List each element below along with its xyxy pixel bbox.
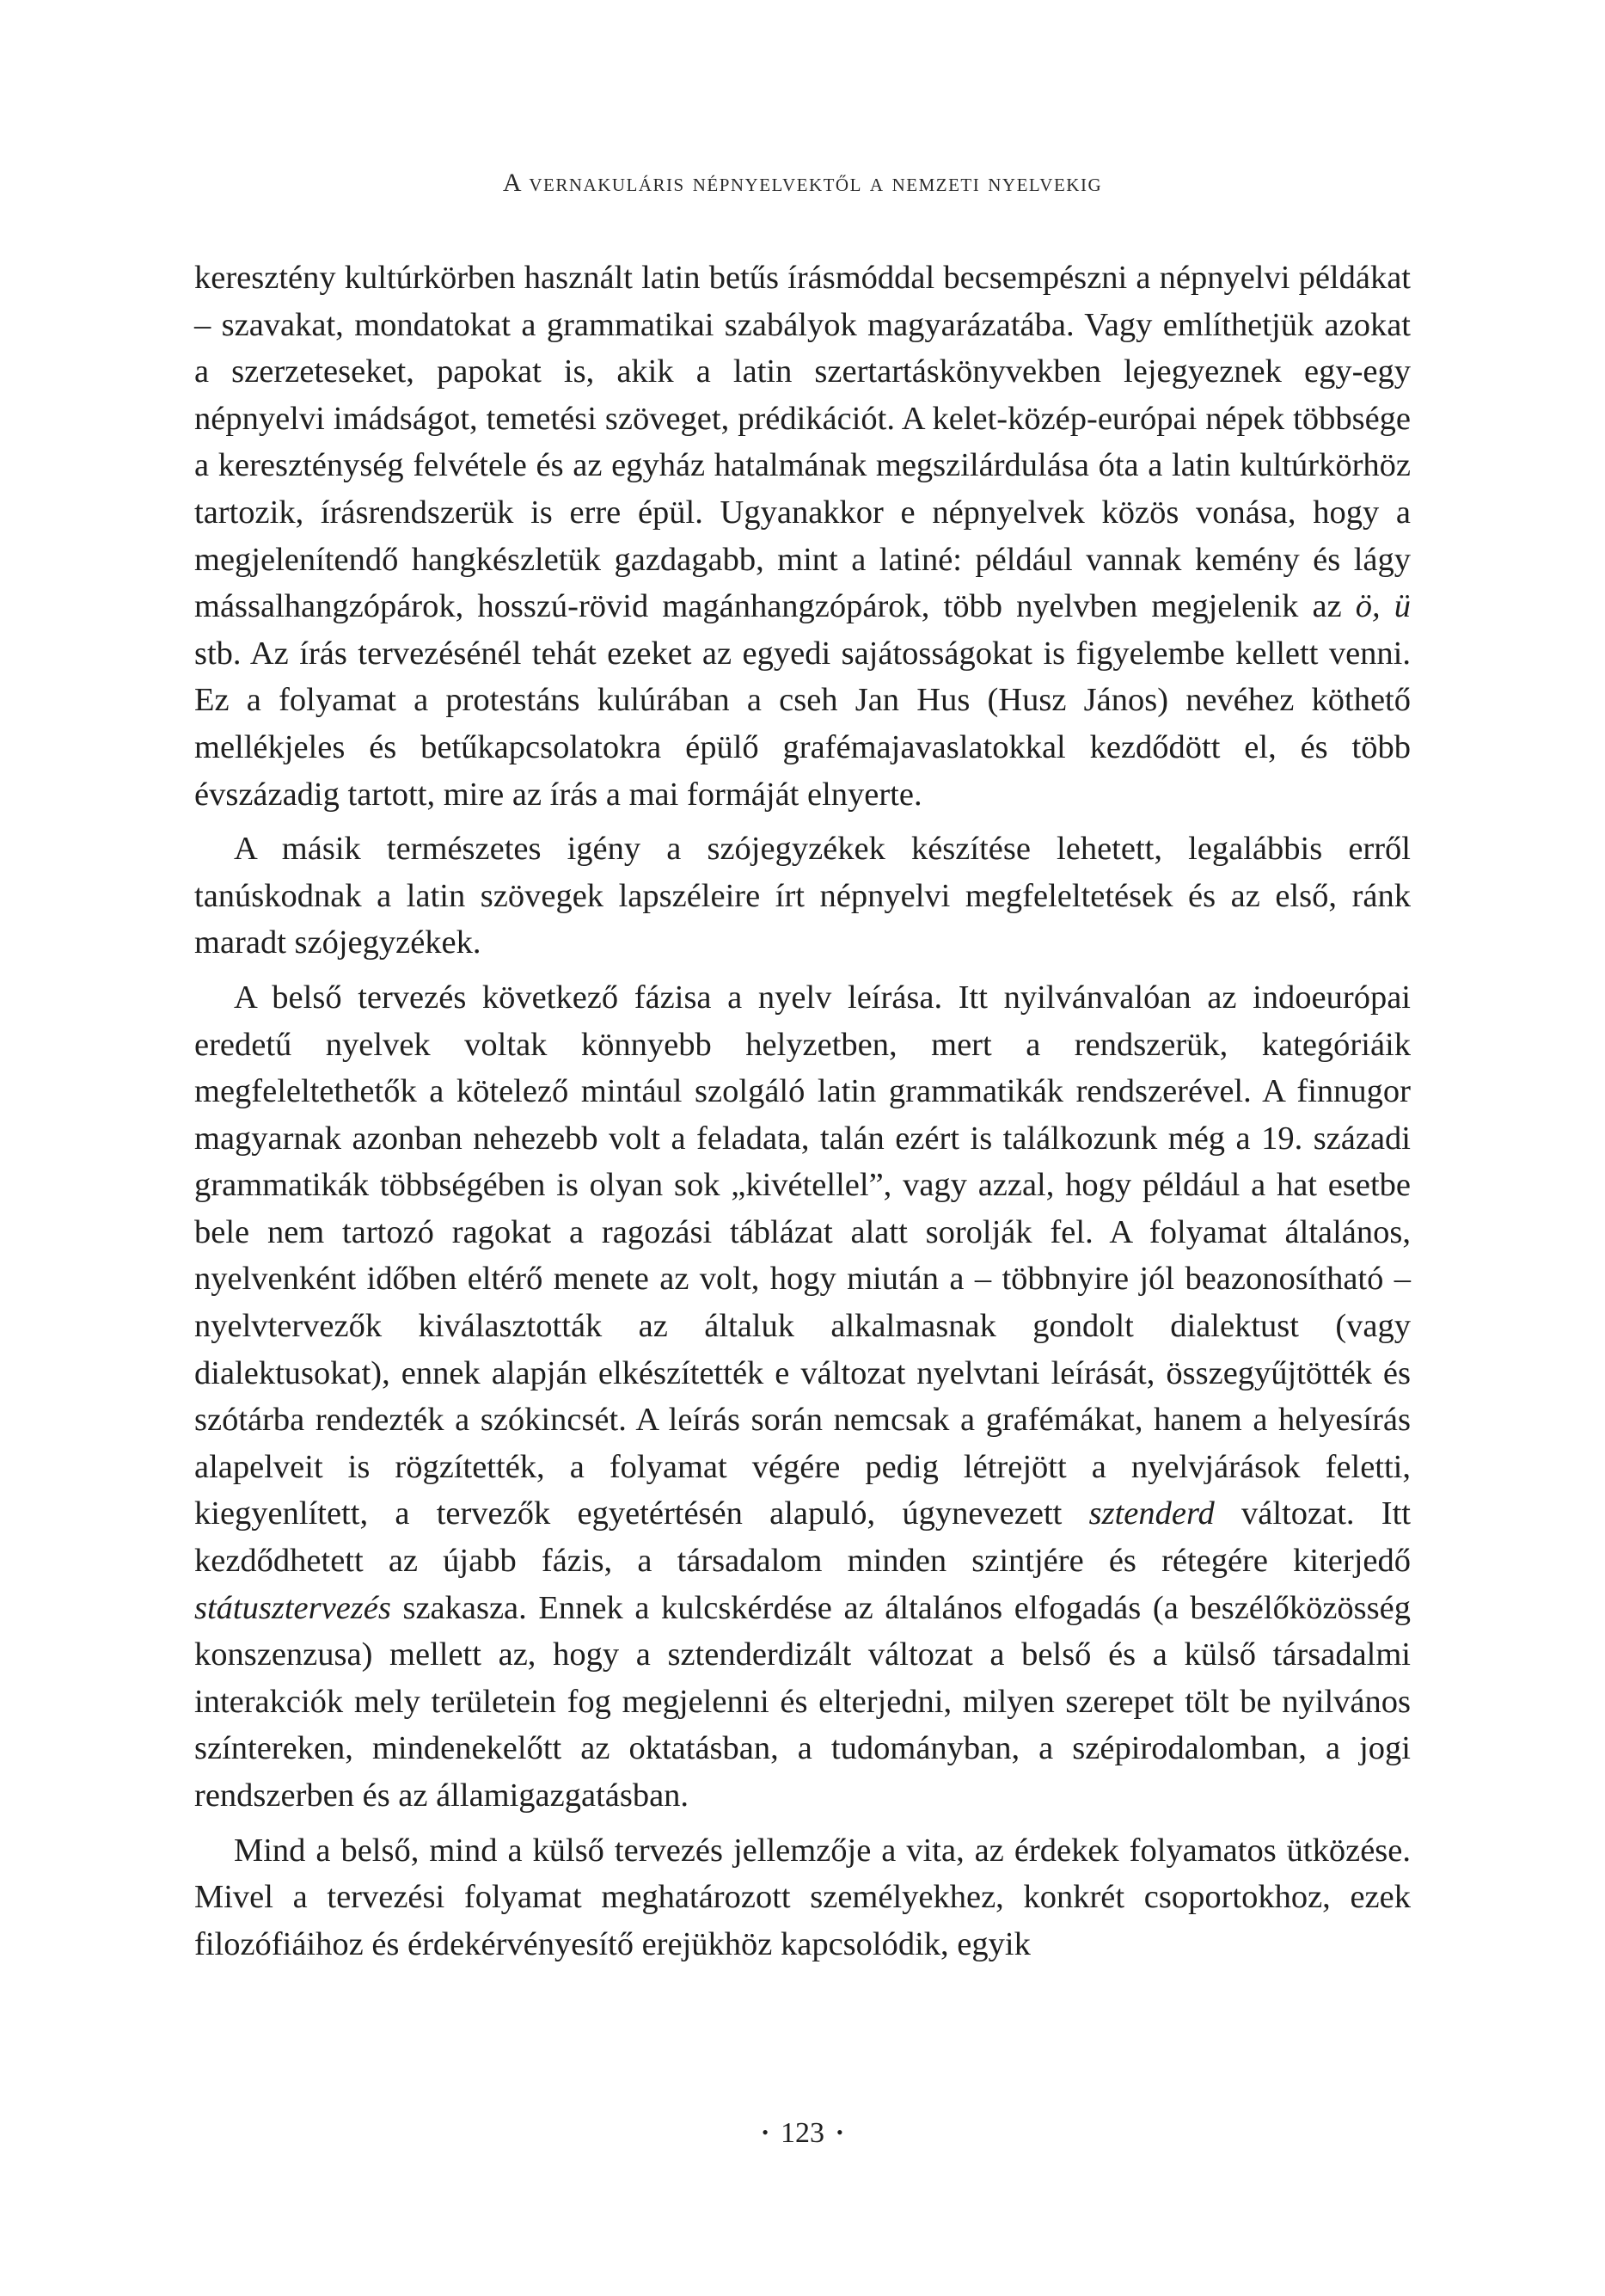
running-head: A vernakuláris népnyelvektől a nemzeti nyelvekig <box>502 169 1103 197</box>
page-number: 123 <box>781 2117 824 2149</box>
paragraph-3: A belső tervezés következő fázisa a nyelv leírása. Itt nyilvánvalóan az indoeurópai eredetű nyelvek voltak könnyebb helyzetben, mert a rendszerük, kategóriáik megfeleltethetők a kötelező mintául szolgáló latin grammatikák rendszerével. A finnugor magyarnak azonban nehezebb volt a feladata, talán ezért is találkozunk még a 19. századi grammatikák többségében is olyan sok „kivétellel”, vagy azzal, hogy például a hat esetbe bele nem tartozó ragokat a ragozási táblázat alatt sorolják fel. A folyamat általános, nyelvenként időben eltérő menete az volt, hogy miután a – többnyire jól beazonosítható – nyelvtervezők kiválasztották az általuk alkalmasnak gondolt dialektust (vagy dialektusokat), ennek alapján elkészítették e változat nyelvtani leírását, összegyűjtötték és szótárba rendezték a szókincsét. A leírás során nemcsak a grafémákat, hanem a helyesírás alapelveit is rögzítették, a folyamat végére pedig létrejött a nyelvjárások feletti, kiegyenlített, a tervezők egyetértésén alapuló, úgynevezett sztenderd változat. Itt kezdődhetett az újabb fázis, a társadalom minden szintjére és rétegére kiterjedő státusztervezés szakasza. Ennek a kulcskérdése az általános elfogadás (a beszélőközösség konszenzusa) mellett az, hogy a sztenderdizált változat a belső és a külső társadalmi interakciók mely területein fog megjelenni és elterjedni, milyen szerepet tölt be nyilvános színtereken, mindenekelőtt az oktatásban, a tudományban, a szépirodalomban, a jogi rendszerben és az államigazgatásban. <box>194 979 1411 1814</box>
paragraph-2: A másik természetes igény a szójegyzékek készítése lehetett, legalábbis erről tanúskodnak a latin szövegek lapszéleire írt népnyelvi megfeleltetések és az első, ránk maradt szójegyzékek. <box>194 831 1411 961</box>
bullet-left-icon: • <box>762 2121 769 2143</box>
page-footer <box>0 2117 1605 2150</box>
bullet-right-icon: • <box>836 2121 843 2143</box>
paragraph-4: Mind a belső, mind a külső tervezés jellemzője a vita, az érdekek folyamatos ütközése. Mivel a tervezési folyamat meghatározott személyekhez, konkrét csoportokhoz, ezek filozófiáihoz és érdekérvényesítő erejükhöz kapcsolódik, egyik <box>194 1832 1411 1962</box>
paragraph-1: keresztény kultúrkörben használt latin betűs írásmóddal becsempészni a népnyelvi példákat – szavakat, mondatokat a grammatikai szabályok magyarázatába. Vagy említhetjük azokat a szerzeteseket, papokat is, akik a latin szertartáskönyvekben lejegyeznek egy-egy népnyelvi imádságot, temetési szöveget, prédikációt. A kelet-közép-európai népek többsége a kereszténység felvétele és az egyház hatalmának megszilárdulása óta a latin kultúrkörhöz tartozik, írásrendszerük is erre épül. Ugyanakkor e népnyelvek közös vonása, hogy a megjelenítendő hangkészletük gazdagabb, mint a latiné: például vannak kemény és lágy mássalhangzópárok, hosszú-rövid magánhangzópárok, több nyelvben megjelenik az ö, ü stb. Az írás tervezésénél tehát ezeket az egyedi sajátosságokat is figyelembe kellett venni. Ez a folyamat a protestáns kulúrában a cseh Jan Hus (Husz János) nevéhez köthető mellékjeles és betűkapcsolatokra épülő grafémajavaslatokkal kezdődött el, és több évszázadig tartott, mire az írás a mai formáját elnyerte. <box>194 260 1412 813</box>
body-text <box>194 255 1411 1968</box>
